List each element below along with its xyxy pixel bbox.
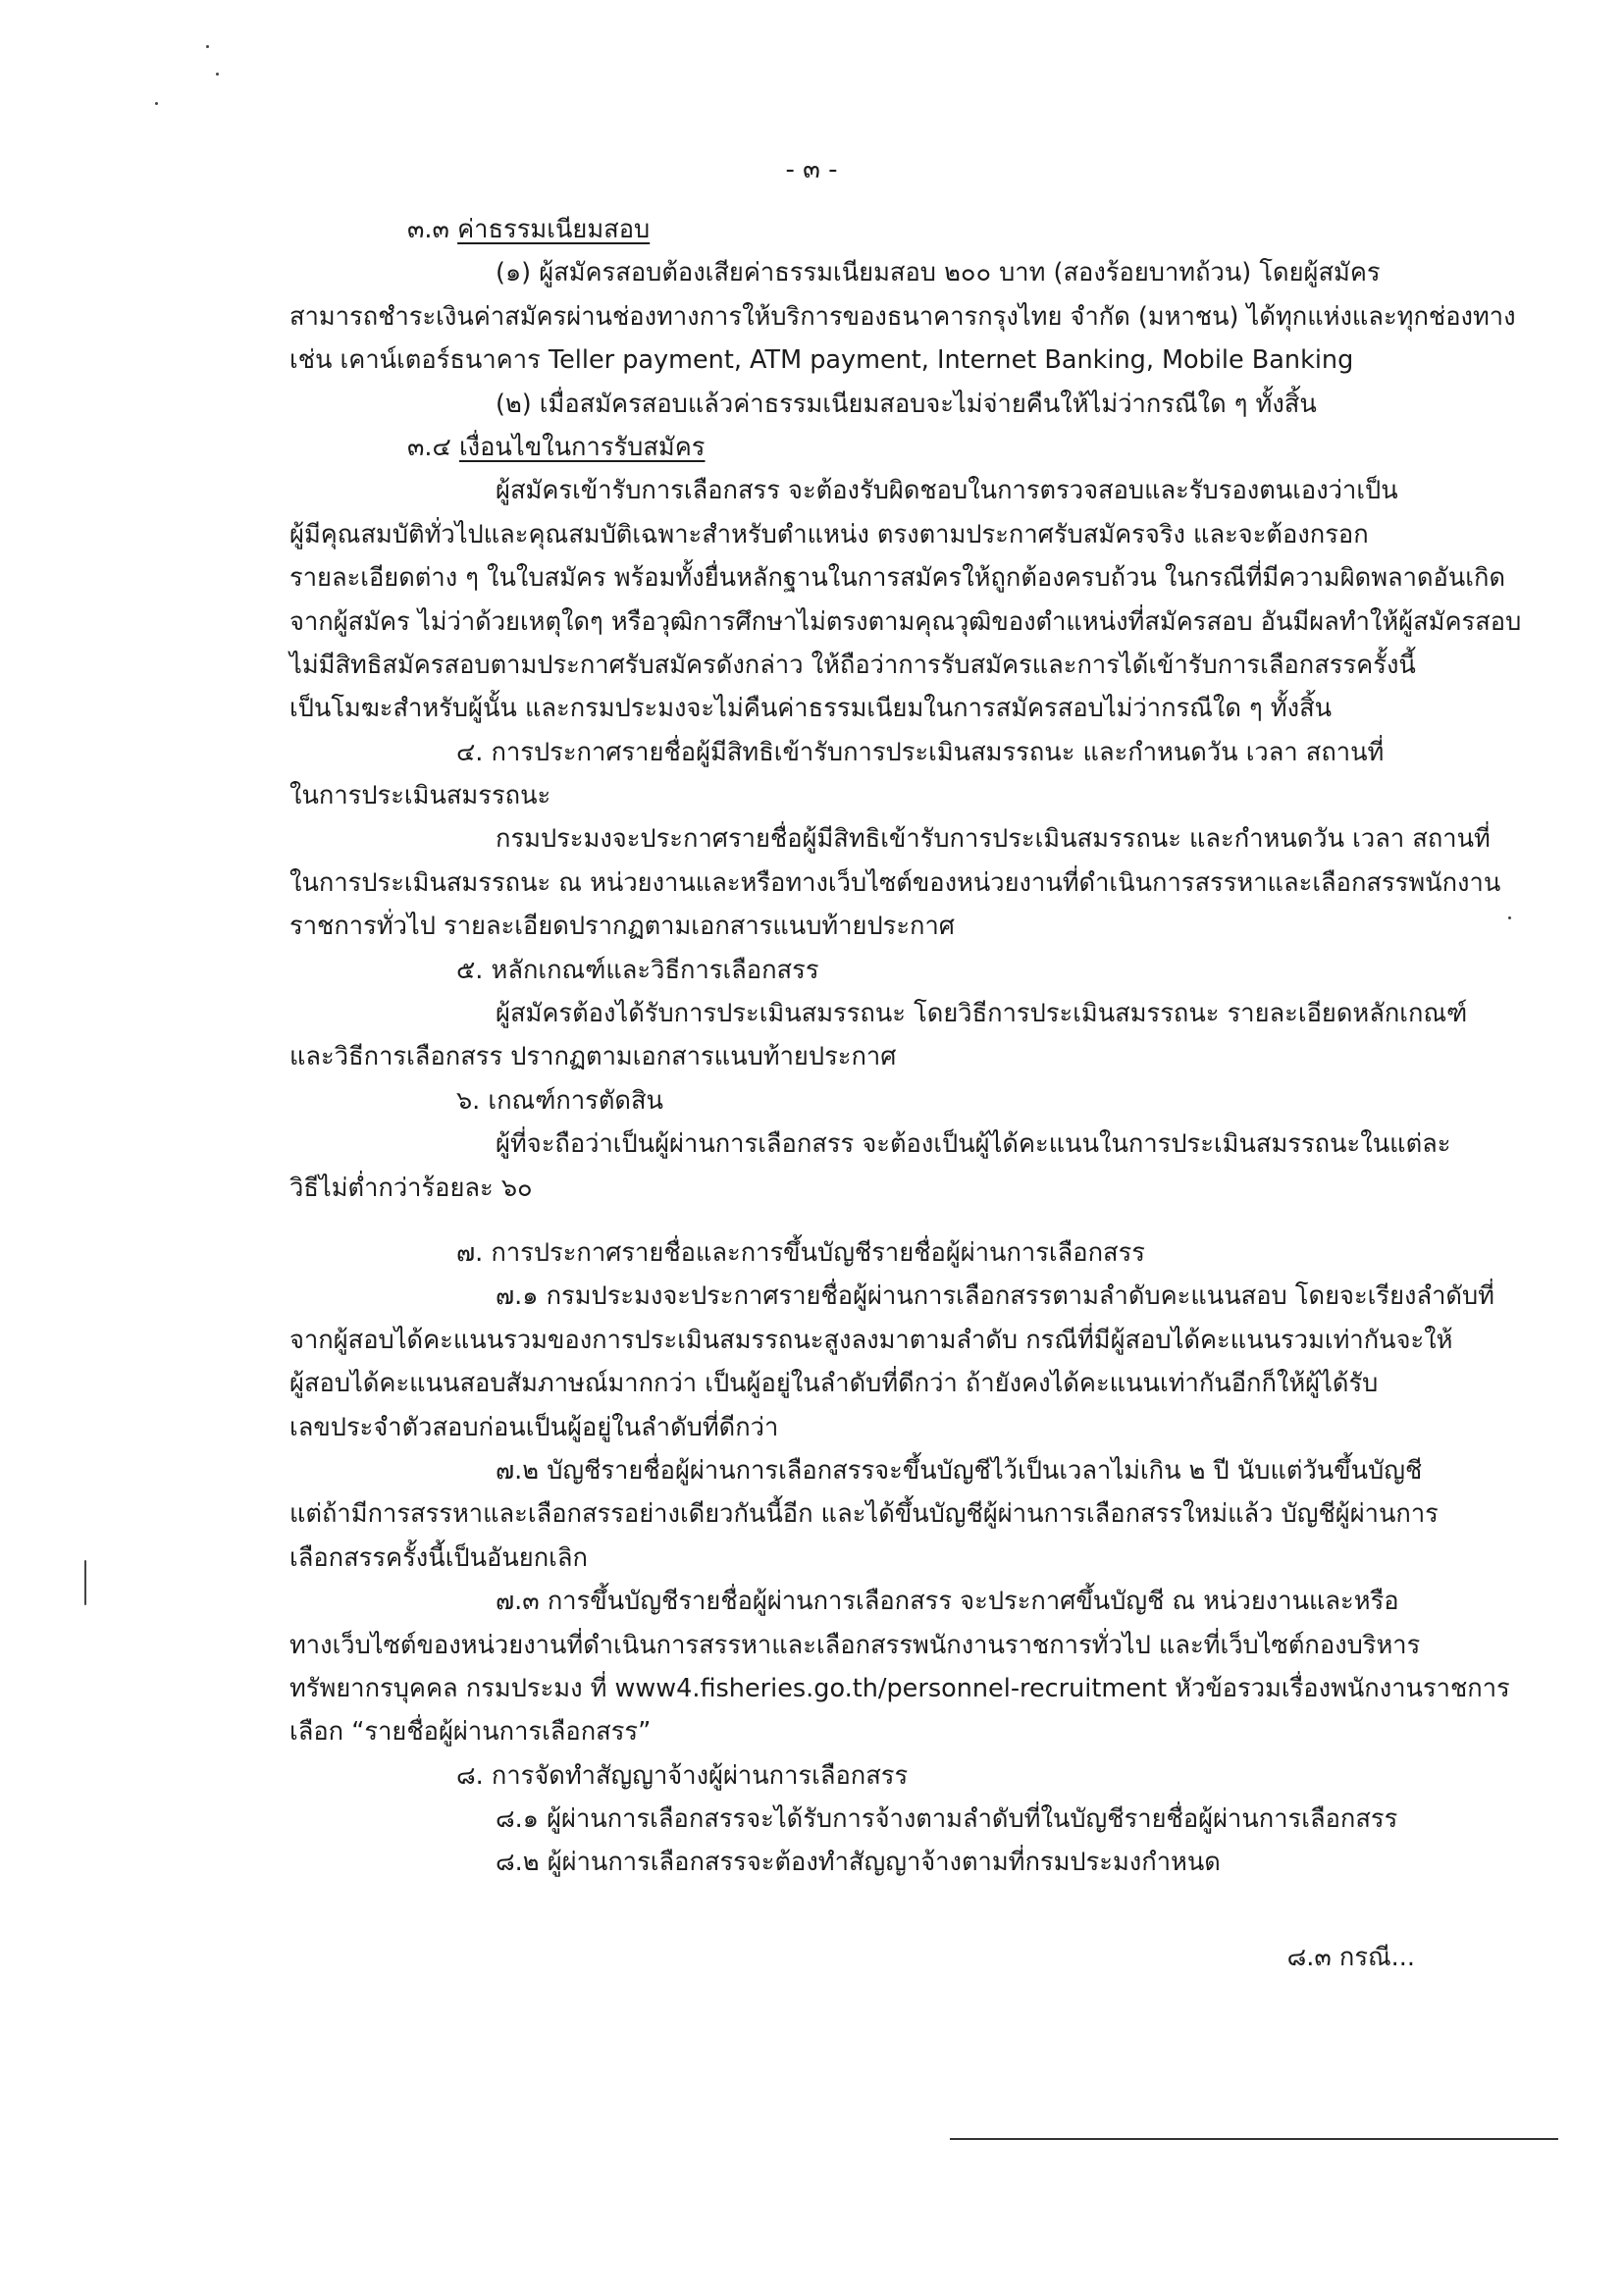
section-4-heading-cont: ในการประเมินสมรรถนะ <box>289 781 551 811</box>
paragraph-line: เลขประจำตัวสอบก่อนเป็นผู้อยู่ในลำดับที่ดีกว่า <box>289 1412 779 1442</box>
scan-speck <box>216 73 219 76</box>
paragraph-line: รายละเอียดต่าง ๆ ในใบสมัคร พร้อมทั้งยื่นหลักฐานในการสมัครให้ถูกต้องครบถ้วน ในกรณีที่มีความผิดพลาดอันเกิด <box>289 563 1506 594</box>
paragraph-line: เช่น เคาน์เตอร์ธนาคาร Teller payment, ATM payment, Internet Banking, Mobile Banking <box>289 345 1354 376</box>
section-7-heading: ๗. การประกาศรายชื่อและการขึ้นบัญชีรายชื่อผู้ผ่านการเลือกสรร <box>456 1237 1145 1268</box>
paragraph-line: วิธีไม่ต่ำกว่าร้อยละ ๖๐ <box>289 1173 533 1203</box>
scan-speck <box>206 45 209 48</box>
section-5-heading: ๕. หลักเกณฑ์และวิธีการเลือกสรร <box>456 955 819 985</box>
page-number: - ๓ - <box>785 155 838 184</box>
paragraph-line: เป็นโมฆะสำหรับผู้นั้น และกรมประมงจะไม่คืนค่าธรรมเนียมในการสมัครสอบไม่ว่ากรณีใด ๆ ทั้งสิ้น <box>289 694 1333 724</box>
scan-speck <box>1508 916 1511 919</box>
section-title: ค่าธรรมเนียมสอบ <box>457 215 651 244</box>
section-number: ๓.๔ <box>407 432 451 462</box>
paragraph-line: ไม่มีสิทธิสมัครสอบตามประกาศรับสมัครดังกล่าว ให้ถือว่าการรับสมัครและการได้เข้ารับการเลือกสรรครั้งนี้ <box>289 650 1416 680</box>
paragraph-line: (๑) ผู้สมัครสอบต้องเสียค่าธรรมเนียมสอบ ๒๐๐ บาท (สองร้อยบาทถ้วน) โดยผู้สมัคร <box>496 258 1381 288</box>
section-3-4-heading <box>289 426 1447 469</box>
section-4-heading: ๔. การประกาศรายชื่อผู้มีสิทธิเข้ารับการประเมินสมรรถนะ และกำหนดวัน เวลา สถานที่ <box>456 737 1385 767</box>
footer-rule <box>950 2138 1558 2140</box>
paragraph-line: (๒) เมื่อสมัครสอบแล้วค่าธรรมเนียมสอบจะไม่จ่ายคืนให้ไม่ว่ากรณีใด ๆ ทั้งสิ้น <box>496 389 1317 419</box>
paragraph-line: เลือกสรรครั้งนี้เป็นอันยกเลิก <box>289 1542 588 1573</box>
paragraph-line: ทางเว็บไซต์ของหน่วยงานที่ดำเนินการสรรหาและเลือกสรรพนักงานราชการทั่วไป และที่เว็บไซต์กองบริหาร <box>289 1630 1421 1660</box>
continuation-marker: ๘.๓ กรณี... <box>1286 1943 1415 1972</box>
paragraph-line: ๘.๑ ผู้ผ่านการเลือกสรรจะได้รับการจ้างตามลำดับที่ในบัญชีรายชื่อผู้ผ่านการเลือกสรร <box>496 1804 1398 1835</box>
paragraph-line: ในการประเมินสมรรถนะ ณ หน่วยงานและหรือทางเว็บไซต์ของหน่วยงานที่ดำเนินการสรรหาและเลือกสรรพนักงาน <box>289 867 1501 898</box>
paragraph-line: ผู้สมัครเข้ารับการเลือกสรร จะต้องรับผิดชอบในการตรวจสอบและรับรองตนเองว่าเป็น <box>496 476 1398 506</box>
section-6-heading: ๖. เกณฑ์การตัดสิน <box>456 1085 663 1116</box>
paragraph-line: จากผู้สมัคร ไม่ว่าด้วยเหตุใดๆ หรือวุฒิการศึกษาไม่ตรงตามคุณวุฒิของตำแหน่งที่สมัครสอบ อันมีผลทำให้ผู้สมัครสอบ <box>289 606 1522 637</box>
paragraph-line: ผู้สอบได้คะแนนสอบสัมภาษณ์มากกว่า เป็นผู้อยู่ในลำดับที่ดีกว่า ถ้ายังคงได้คะแนนเท่ากันอีกก็ให้ผู้ได้รับ <box>289 1369 1379 1399</box>
scan-speck <box>84 1560 86 1605</box>
paragraph-line: สามารถชำระเงินค่าสมัครผ่านช่องทางการให้บริการของธนาคารกรุงไทย จำกัด (มหาชน) ได้ทุกแห่งและทุกช่องทาง <box>289 301 1516 332</box>
paragraph-line: ผู้ที่จะถือว่าเป็นผู้ผ่านการเลือกสรร จะต้องเป็นผู้ได้คะแนนในการประเมินสมรรถนะในแต่ละ <box>496 1129 1451 1160</box>
paragraph-line: กรมประมงจะประกาศรายชื่อผู้มีสิทธิเข้ารับการประเมินสมรรถนะ และกำหนดวัน เวลา สถานที่ <box>496 824 1491 855</box>
paragraph-line: เลือก “รายชื่อผู้ผ่านการเลือกสรร” <box>289 1717 652 1748</box>
section-8-heading: ๘. การจัดทำสัญญาจ้างผู้ผ่านการเลือกสรร <box>456 1760 909 1791</box>
paragraph-line: ผู้สมัครต้องได้รับการประเมินสมรรถนะ โดยวิธีการประเมินสมรรถนะ รายละเอียดหลักเกณฑ์ <box>496 999 1468 1029</box>
paragraph-line: และวิธีการเลือกสรร ปรากฏตามเอกสารแนบท้ายประกาศ <box>289 1042 897 1072</box>
paragraph-line: ทรัพยากรบุคคล กรมประมง ที่ www4.fisheries.go.th/personnel-recruitment หัวข้อรวมเรื่องพนักงานราชการ <box>289 1673 1510 1703</box>
section-title: เงื่อนไขในการรับสมัคร <box>458 432 706 462</box>
paragraph-line: จากผู้สอบได้คะแนนรวมของการประเมินสมรรถนะสูงลงมาตามลำดับ กรณีที่มีผู้สอบได้คะแนนรวมเท่ากันจะให้ <box>289 1325 1453 1355</box>
paragraph-line: ๗.๑ กรมประมงจะประกาศรายชื่อผู้ผ่านการเลือกสรรตามลำดับคะแนนสอบ โดยจะเรียงลำดับที่ <box>496 1281 1494 1312</box>
paragraph-line: ๗.๒ บัญชีรายชื่อผู้ผ่านการเลือกสรรจะขึ้นบัญชีไว้เป็นเวลาไม่เกิน ๒ ปี นับแต่วันขึ้นบัญชี <box>496 1455 1423 1486</box>
paragraph-line: ๘.๒ ผู้ผ่านการเลือกสรรจะต้องทำสัญญาจ้างตามที่กรมประมงกำหนด <box>496 1848 1221 1878</box>
paragraph-line: แต่ถ้ามีการสรรหาและเลือกสรรอย่างเดียวกันนี้อีก และได้ขึ้นบัญชีผู้ผ่านการเลือกสรรใหม่แล้ว บัญชีผู้ผ่านการ <box>289 1499 1439 1530</box>
paragraph-line: ผู้มีคุณสมบัติทั่วไปและคุณสมบัติเฉพาะสำหรับตำแหน่ง ตรงตามประกาศรับสมัครจริง และจะต้องกรอก <box>289 519 1369 549</box>
document-body <box>289 208 1522 1885</box>
paragraph-line: ราชการทั่วไป รายละเอียดปรากฏตามเอกสารแนบท้ายประกาศ <box>289 912 955 942</box>
section-number: ๓.๓ <box>407 215 449 244</box>
section-3-3-heading <box>289 208 1447 251</box>
scan-speck <box>155 102 158 105</box>
paragraph-line: ๗.๓ การขึ้นบัญชีรายชื่อผู้ผ่านการเลือกสรร จะประกาศขึ้นบัญชี ณ หน่วยงานและหรือ <box>496 1587 1399 1617</box>
